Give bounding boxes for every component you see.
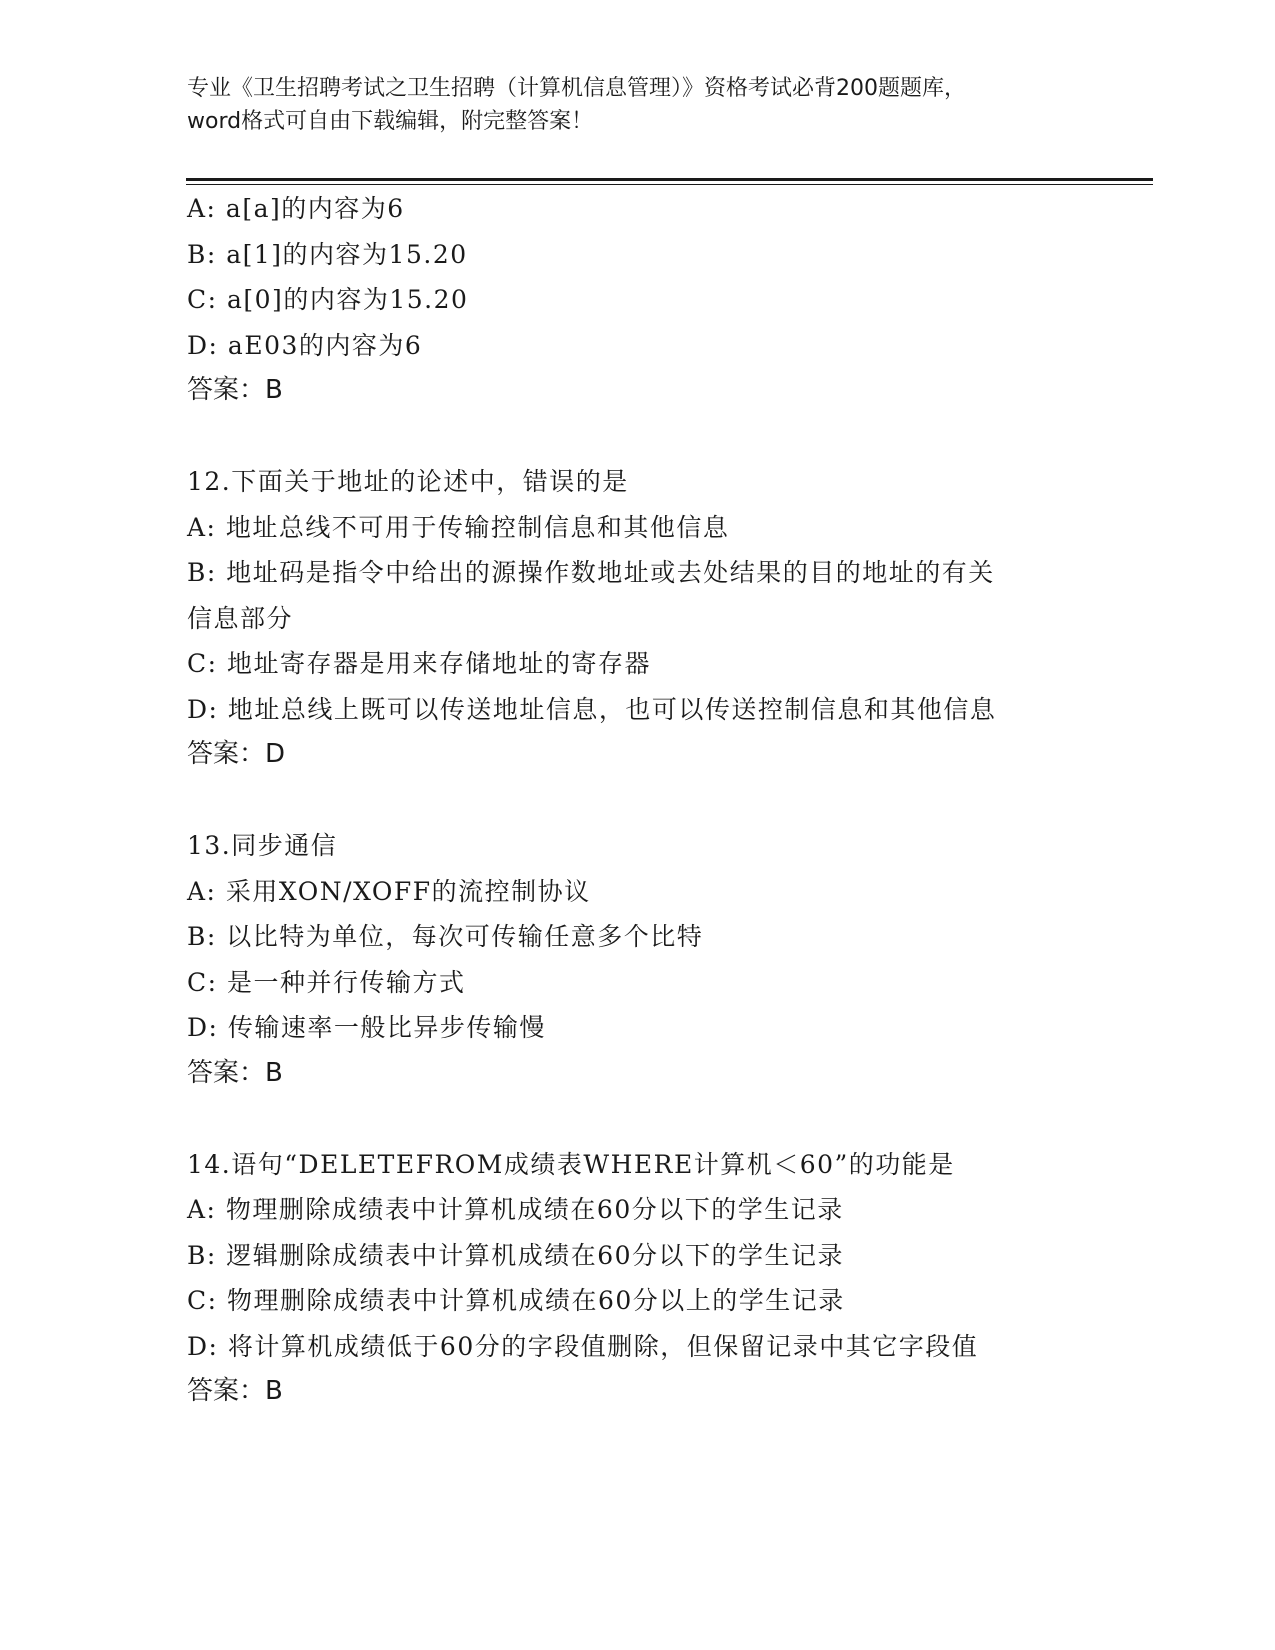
option-line-continuation: 信息部分 bbox=[187, 603, 294, 633]
question-block bbox=[187, 459, 1127, 778]
header-line-2: word格式可自由下载编辑，附完整答案！ bbox=[187, 109, 594, 134]
header-rule-thin bbox=[186, 184, 1153, 185]
block-spacer bbox=[187, 778, 1127, 824]
block-spacer bbox=[187, 414, 1127, 460]
option-line: B: a[1]的内容为15.20 bbox=[187, 239, 468, 269]
option-line: A: 采用XON/XOFF的流控制协议 bbox=[187, 876, 591, 906]
question-block bbox=[187, 823, 1127, 1096]
option-line: D: 将计算机成绩低于60分的字段值删除，但保留记录中其它字段值 bbox=[187, 1331, 979, 1361]
option-line: B: 以比特为单位，每次可传输任意多个比特 bbox=[187, 922, 704, 951]
question-stem: 14.语句“DELETEFROM成绩表WHERE计算机＜60”的功能是 bbox=[187, 1149, 955, 1179]
option-line: D: 地址总线上既可以传送地址信息，也可以传送控制信息和其他信息 bbox=[187, 694, 997, 724]
answer-line: 答案：B bbox=[187, 1376, 283, 1406]
document-header bbox=[187, 72, 1087, 138]
option-line: B: 逻辑删除成绩表中计算机成绩在60分以下的学生记录 bbox=[187, 1240, 845, 1270]
question-block bbox=[187, 186, 1127, 414]
question-stem: 13.同步通信 bbox=[187, 831, 338, 860]
answer-line: 答案：B bbox=[187, 1057, 283, 1088]
block-spacer bbox=[187, 1096, 1127, 1142]
option-line: C: 是一种并行传输方式 bbox=[187, 967, 466, 997]
answer-line: 答案：D bbox=[187, 739, 286, 769]
option-line: C: 物理删除成绩表中计算机成绩在60分以上的学生记录 bbox=[187, 1286, 845, 1315]
option-line: D: 传输速率一般比异步传输慢 bbox=[187, 1013, 546, 1042]
option-line: C: a[0]的内容为15.20 bbox=[187, 285, 469, 314]
option-line: A: 地址总线不可用于传输控制信息和其他信息 bbox=[187, 512, 730, 542]
answer-line: 答案：B bbox=[187, 375, 283, 405]
option-line: D: aE03的内容为6 bbox=[187, 330, 423, 360]
option-line: A: a[a]的内容为6 bbox=[187, 194, 405, 223]
option-line: B: 地址码是指令中给出的源操作数地址或去处结果的目的地址的有关 bbox=[187, 558, 995, 587]
option-line: C: 地址寄存器是用来存储地址的寄存器 bbox=[187, 649, 651, 678]
header-line-1: 专业《卫生招聘考试之卫生招聘（计算机信息管理）》资格考试必背200题题库， bbox=[187, 76, 966, 101]
question-stem: 12.下面关于地址的论述中，错误的是 bbox=[187, 467, 629, 496]
question-list bbox=[187, 186, 1127, 1415]
header-rule-thick bbox=[186, 178, 1153, 181]
question-block bbox=[187, 1142, 1127, 1415]
option-line: A: 物理删除成绩表中计算机成绩在60分以下的学生记录 bbox=[187, 1195, 844, 1224]
